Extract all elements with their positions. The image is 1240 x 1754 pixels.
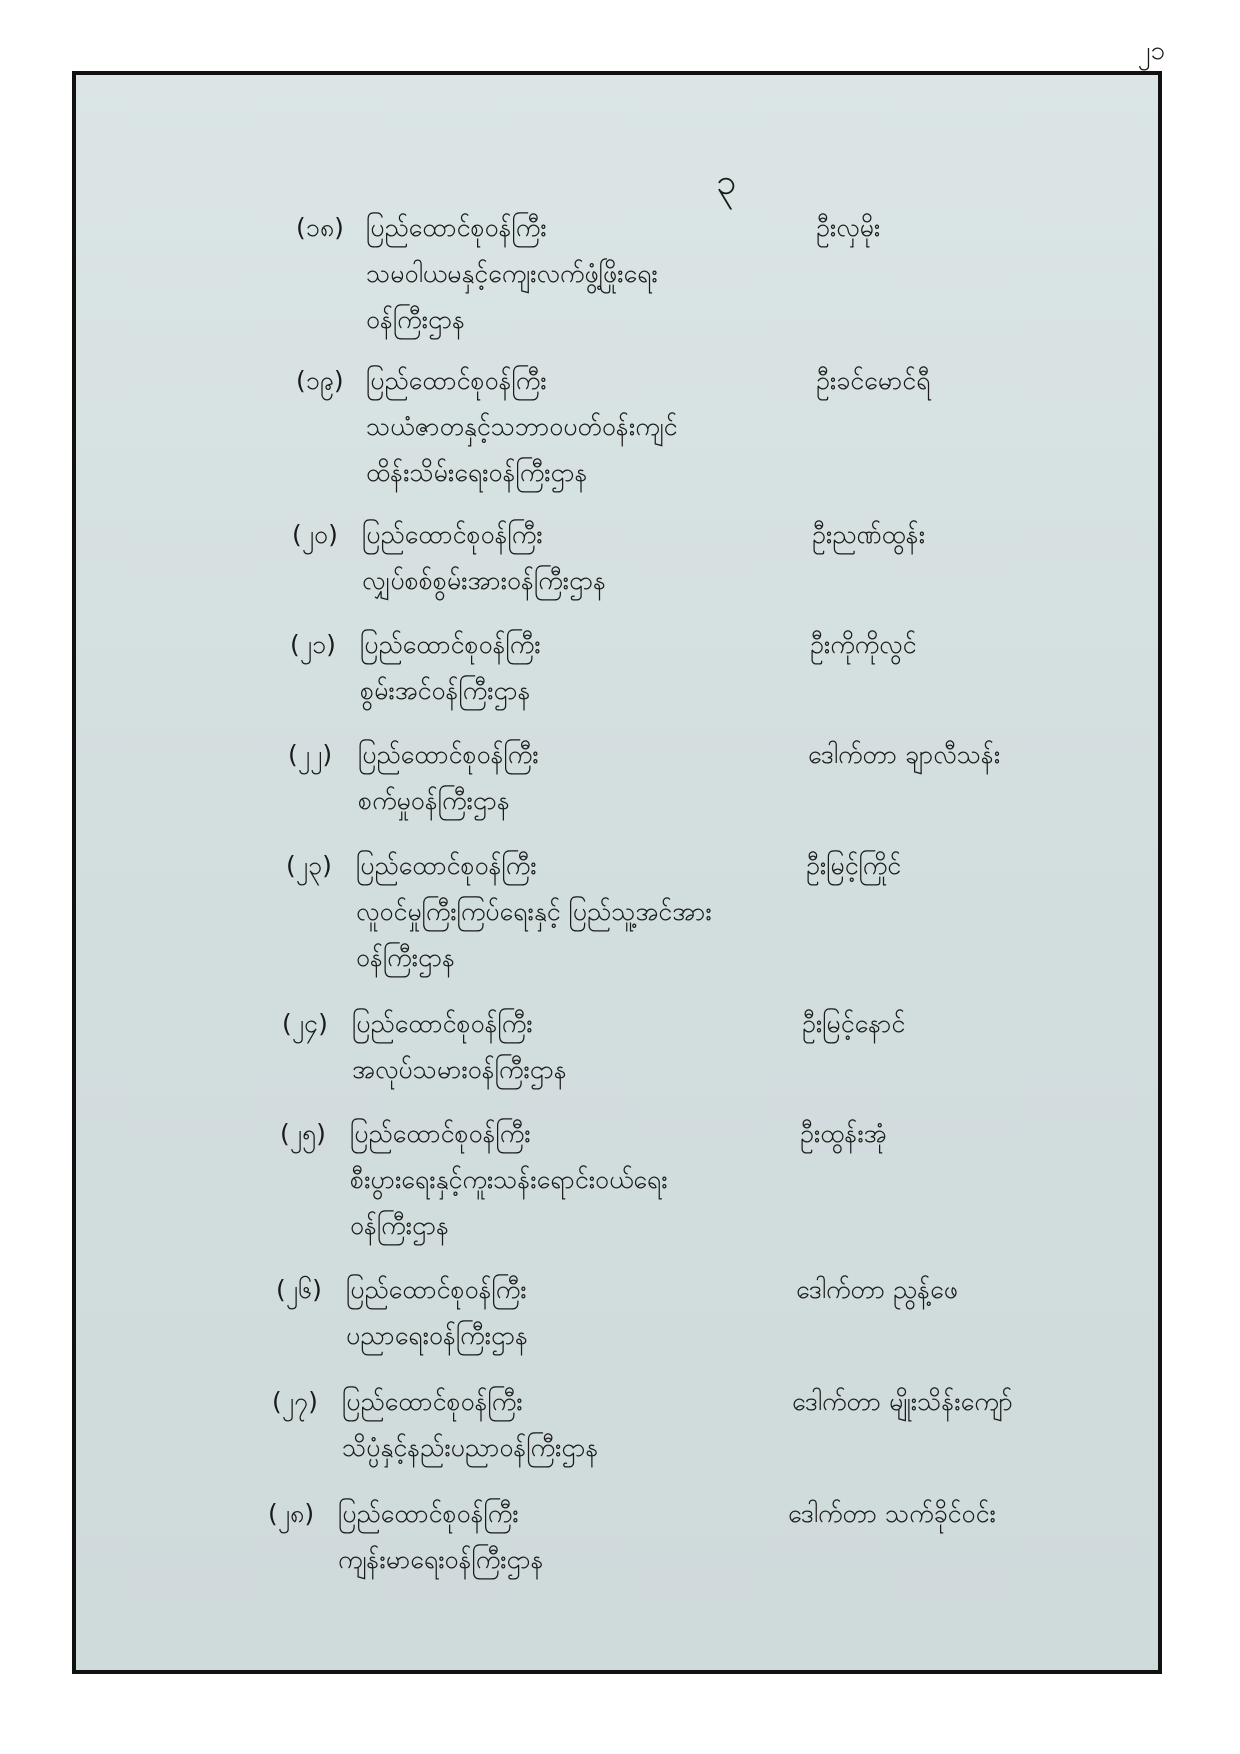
title-line: သမဝါယမနှင့်ကျေးလက်ဖွံ့ဖြိုးရေး <box>366 259 658 288</box>
title-line: ပြည်ထောင်စုဝန်ကြီး <box>360 630 541 659</box>
photographed-document <box>72 71 1162 1674</box>
entry-number: (၁၈) <box>296 213 344 242</box>
minister-name: ဒေါက်တာ မျိုးသိန်းကျော် <box>792 1387 1013 1416</box>
title-line: ပညာရေးဝန်ကြီးဌာန <box>346 1321 529 1350</box>
minister-name: ဦးညဏ်ထွန်း <box>812 520 926 549</box>
title-line: ပြည်ထောင်စုဝန်ကြီး <box>342 1387 523 1416</box>
document-page-label: ၃ <box>716 162 737 203</box>
minister-name: ဦးလှမိုး <box>816 213 881 242</box>
title-line: သိပ္ပံနှင့်နည်းပညာဝန်ကြီးဌာန <box>342 1433 599 1462</box>
ministry-title <box>338 1491 808 1583</box>
minister-name: ဒေါက်တာ ညွန့်ဖေ <box>796 1275 958 1304</box>
entry-number: (၂၆) <box>276 1275 322 1304</box>
minister-name: ဦးမြင့်ကြိုင် <box>806 851 902 880</box>
title-line: ဝန်ကြီးဌာန <box>356 943 456 972</box>
title-line: လူဝင်မှုကြီးကြပ်ရေးနှင့် ပြည်သူ့အင်အား <box>356 897 712 926</box>
title-line: ပြည်ထောင်စုဝန်ကြီး <box>366 366 547 395</box>
title-line: စက်မှုဝန်ကြီးဌာန <box>358 786 510 815</box>
minister-name: ဦးမြင့်နောင် <box>802 1009 906 1038</box>
title-line: စွမ်းအင်ဝန်ကြီးဌာန <box>360 676 531 705</box>
ministry-title <box>356 843 826 981</box>
title-line: လျှပ်စစ်စွမ်းအားဝန်ကြီးဌာန <box>362 566 607 595</box>
title-line: ထိန်းသိမ်းရေးဝန်ကြီးဌာန <box>366 458 588 487</box>
title-line: ပြည်ထောင်စုဝန်ကြီး <box>366 213 547 242</box>
title-line: ပြည်ထောင်စုဝန်ကြီး <box>352 1009 533 1038</box>
ministry-title <box>352 1001 822 1093</box>
title-line: စီးပွားရေးနှင့်ကူးသန်းရောင်းဝယ်ရေး <box>350 1165 668 1194</box>
title-line: ပြည်ထောင်စုဝန်ကြီး <box>356 851 537 880</box>
ministry-title <box>360 622 830 714</box>
title-line: ပြည်ထောင်စုဝန်ကြီး <box>362 520 543 549</box>
entry-number: (၂၇) <box>272 1387 318 1416</box>
minister-name: ဒေါက်တာ ချာလီသန်း <box>808 740 1001 769</box>
entry-number: (၂၀) <box>292 520 338 549</box>
ministry-title <box>358 732 828 824</box>
ministry-title <box>342 1379 812 1471</box>
title-line: ပြည်ထောင်စုဝန်ကြီး <box>358 740 539 769</box>
entry-number: (၁၉) <box>296 366 344 395</box>
minister-name: ဦးထွန်းအုံ <box>800 1119 887 1148</box>
minister-name: ဦးကိုကိုလွင် <box>810 630 917 659</box>
entry-number: (၂၈) <box>268 1499 315 1528</box>
entry-number: (၂၅) <box>280 1119 326 1148</box>
title-line: သယံဇာတနှင့်သဘာဝပတ်ဝန်းကျင် <box>366 412 678 441</box>
page-number: ၂၁ <box>1137 36 1165 66</box>
title-line: ပြည်ထောင်စုဝန်ကြီး <box>338 1499 519 1528</box>
title-line: ကျန်းမာရေးဝန်ကြီးဌာန <box>338 1545 544 1574</box>
minister-name: ဦးခင်မောင်ရီ <box>816 366 931 395</box>
title-line: ပြည်ထောင်စုဝန်ကြီး <box>346 1275 527 1304</box>
title-line: ဝန်ကြီးဌာန <box>350 1211 450 1240</box>
ministry-title <box>366 358 836 496</box>
ministry-title <box>350 1111 820 1249</box>
entry-number: (၂၂) <box>288 740 333 769</box>
title-line: ပြည်ထောင်စုဝန်ကြီး <box>350 1119 531 1148</box>
entry-number: (၂၁) <box>290 630 336 659</box>
ministry-title <box>362 512 832 604</box>
ministry-title <box>346 1267 816 1359</box>
title-line: ဝန်ကြီးဌာန <box>366 305 466 334</box>
ministry-title <box>366 205 836 343</box>
entry-number: (၂၄) <box>282 1009 328 1038</box>
minister-name: ဒေါက်တာ သက်ခိုင်ဝင်း <box>788 1499 996 1528</box>
title-line: အလုပ်သမားဝန်ကြီးဌာန <box>352 1055 567 1084</box>
entry-number: (၂၃) <box>286 851 332 880</box>
